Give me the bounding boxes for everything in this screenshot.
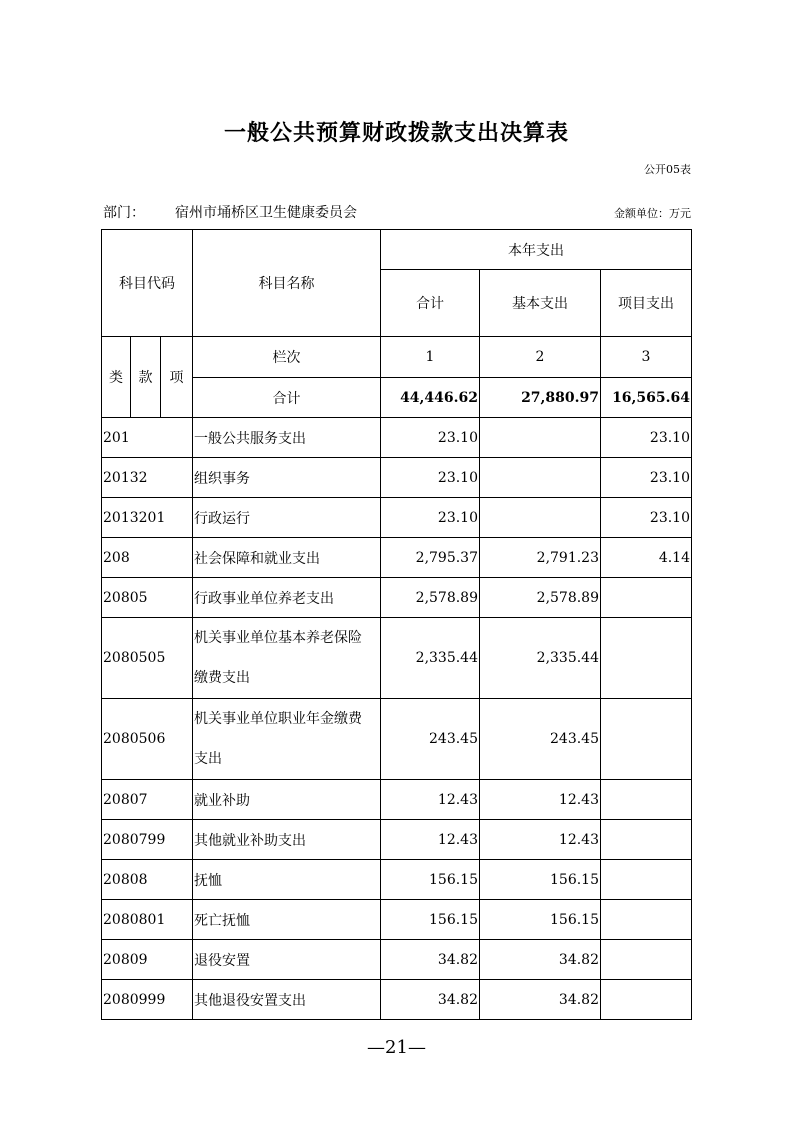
row-total: 23.10 xyxy=(381,458,480,498)
department-label: 部门： xyxy=(103,205,145,221)
row-name xyxy=(193,618,381,699)
row-total: 23.10 xyxy=(381,418,480,458)
row-project xyxy=(601,980,692,1020)
row-code: 20809 xyxy=(102,940,193,980)
table-row xyxy=(102,618,692,699)
row-name: 一般公共服务支出 xyxy=(193,418,381,458)
table-row xyxy=(102,458,692,498)
row-name: 退役安置 xyxy=(193,940,381,980)
row-total: 243.45 xyxy=(381,699,480,780)
header-basic: 基本支出 xyxy=(480,270,601,337)
total-amount: 44,446.62 xyxy=(381,378,480,418)
header-kuan: 款 xyxy=(131,337,161,418)
row-basic xyxy=(480,418,601,458)
row-name: 死亡抚恤 xyxy=(193,900,381,940)
row-basic: 2,791.23 xyxy=(480,538,601,578)
row-code: 20805 xyxy=(102,578,193,618)
total-project: 16,565.64 xyxy=(601,378,692,418)
row-total: 156.15 xyxy=(381,860,480,900)
row-name-line-2: 支出 xyxy=(194,751,222,767)
column-index-1: 1 xyxy=(381,337,480,378)
row-name-line-1: 机关事业单位职业年金缴费 xyxy=(194,711,362,727)
row-project: 23.10 xyxy=(601,458,692,498)
department-line xyxy=(103,202,357,222)
row-basic: 12.43 xyxy=(480,820,601,860)
row-total: 2,795.37 xyxy=(381,538,480,578)
table-row xyxy=(102,820,692,860)
row-name: 就业补助 xyxy=(193,780,381,820)
row-name: 社会保障和就业支出 xyxy=(193,538,381,578)
page-title: 一般公共预算财政拨款支出决算表 xyxy=(223,121,569,146)
form-number: 公开05表 xyxy=(644,163,691,176)
row-basic: 156.15 xyxy=(480,900,601,940)
row-total: 34.82 xyxy=(381,980,480,1020)
header-project: 项目支出 xyxy=(601,270,692,337)
row-project: 4.14 xyxy=(601,538,692,578)
row-code: 208 xyxy=(102,538,193,578)
row-project xyxy=(601,618,692,699)
column-index-2: 2 xyxy=(480,337,601,378)
row-project: 23.10 xyxy=(601,498,692,538)
row-total: 2,578.89 xyxy=(381,578,480,618)
row-name-line-2: 缴费支出 xyxy=(194,670,250,686)
table-row xyxy=(102,980,692,1020)
table-row xyxy=(102,860,692,900)
header-current-year: 本年支出 xyxy=(381,230,692,270)
row-basic: 34.82 xyxy=(480,940,601,980)
row-total: 23.10 xyxy=(381,498,480,538)
row-name: 其他退役安置支出 xyxy=(193,980,381,1020)
department-name: 宿州市埇桥区卫生健康委员会 xyxy=(175,205,357,221)
total-basic: 27,880.97 xyxy=(480,378,601,418)
total-label: 合计 xyxy=(193,378,381,418)
row-code: 20132 xyxy=(102,458,193,498)
row-basic: 2,335.44 xyxy=(480,618,601,699)
row-basic: 34.82 xyxy=(480,980,601,1020)
column-index-row xyxy=(102,337,692,378)
row-total: 12.43 xyxy=(381,780,480,820)
row-code: 2080505 xyxy=(102,618,193,699)
row-project xyxy=(601,940,692,980)
table-row xyxy=(102,578,692,618)
table-row xyxy=(102,418,692,458)
row-code: 2080801 xyxy=(102,900,193,940)
header-row-1 xyxy=(102,230,692,270)
row-total: 156.15 xyxy=(381,900,480,940)
table-row xyxy=(102,900,692,940)
row-code: 201 xyxy=(102,418,193,458)
row-code: 20807 xyxy=(102,780,193,820)
row-name: 抚恤 xyxy=(193,860,381,900)
row-basic xyxy=(480,498,601,538)
row-project xyxy=(601,578,692,618)
row-code: 20808 xyxy=(102,860,193,900)
header-lanci: 栏次 xyxy=(193,337,381,378)
table-row xyxy=(102,498,692,538)
row-project xyxy=(601,860,692,900)
row-project: 23.10 xyxy=(601,418,692,458)
row-project xyxy=(601,820,692,860)
header-total: 合计 xyxy=(381,270,480,337)
row-name: 行政事业单位养老支出 xyxy=(193,578,381,618)
amount-unit: 金额单位：万元 xyxy=(614,207,691,220)
table-row xyxy=(102,780,692,820)
page-number: —21— xyxy=(367,1037,426,1058)
row-code: 2080999 xyxy=(102,980,193,1020)
row-code: 2013201 xyxy=(102,498,193,538)
row-total: 34.82 xyxy=(381,940,480,980)
expenditure-table xyxy=(101,229,692,1020)
row-basic: 243.45 xyxy=(480,699,601,780)
row-name-line-1: 机关事业单位基本养老保险 xyxy=(194,630,362,646)
header-xiang: 项 xyxy=(161,337,193,418)
row-basic xyxy=(480,458,601,498)
row-code: 2080799 xyxy=(102,820,193,860)
table-row xyxy=(102,940,692,980)
row-project xyxy=(601,699,692,780)
row-basic: 2,578.89 xyxy=(480,578,601,618)
header-lei: 类 xyxy=(102,337,131,418)
header-name: 科目名称 xyxy=(193,230,381,337)
table-row xyxy=(102,699,692,780)
row-project xyxy=(601,900,692,940)
row-name: 组织事务 xyxy=(193,458,381,498)
row-name xyxy=(193,699,381,780)
row-name: 其他就业补助支出 xyxy=(193,820,381,860)
row-project xyxy=(601,780,692,820)
column-index-3: 3 xyxy=(601,337,692,378)
row-total: 12.43 xyxy=(381,820,480,860)
row-basic: 12.43 xyxy=(480,780,601,820)
row-name: 行政运行 xyxy=(193,498,381,538)
header-code: 科目代码 xyxy=(102,230,193,337)
row-basic: 156.15 xyxy=(480,860,601,900)
row-code: 2080506 xyxy=(102,699,193,780)
table-row xyxy=(102,538,692,578)
row-total: 2,335.44 xyxy=(381,618,480,699)
